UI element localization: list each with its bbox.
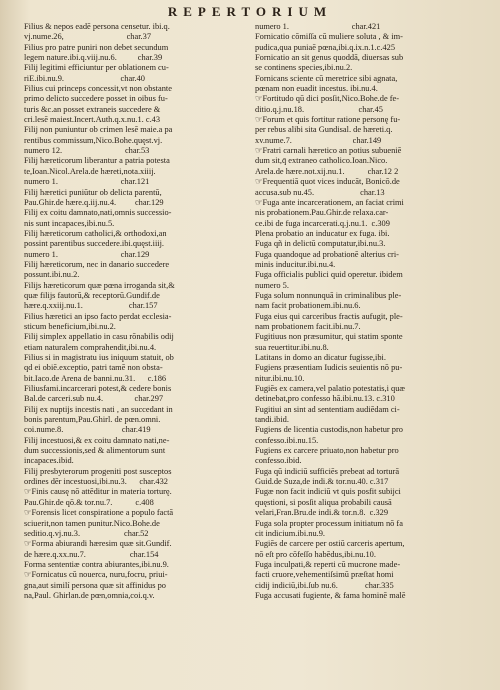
index-entry-line: possunt.ibi.nu.2.: [24, 270, 80, 280]
index-entry-line: detinebat,pro confesso hā.ibi.nu.13. c.310: [255, 394, 395, 404]
index-entry-line: nō eſt pro cōfeſſo habēdus,ibi.nu.10.: [255, 549, 376, 559]
index-column-right: [255, 22, 487, 684]
index-entry-line: dum sit,q̄ extraneo catholico.Ioan.Nico.: [255, 156, 388, 166]
index-entry-line: Filius hæretici an ipso facto perdat ecclesia-: [24, 311, 172, 321]
index-entry-line: ☞Fuga ante incarcerationem, an faciat crimi: [255, 197, 404, 207]
index-entry-line: nam probationem facit.ibi.nu.7.: [255, 321, 361, 331]
index-entry-line: Filius pro patre puniri non debet secundum: [24, 42, 169, 52]
index-entry-line: nis sunt incapaces,ibi.nu.5.: [24, 218, 115, 228]
running-header: REPERTORIUM: [167, 4, 333, 19]
index-entry-line: incapaces.ibid.: [24, 456, 74, 466]
index-entry-line: ☞Finis causę nō attēditur in materia torturę.: [24, 487, 172, 497]
index-entry-line: confesso.ibid.: [255, 456, 302, 466]
index-entry-line: nam facit probationem.ibi.nu.6.: [255, 301, 361, 311]
index-entry-line: ☞Fratri carnali hæretico an potius subueniē: [255, 146, 402, 156]
index-entry-line: Fugiēs ex camera,vel palatio potestatis,i quæ: [255, 384, 406, 394]
index-entry-line: numero 1. char.421: [255, 22, 381, 31]
index-entry-line: Filij ex nuptijs incestis nati , an succedant in: [24, 404, 173, 414]
index-entry-line: Fuga accusati fugiente, & fama hominē malē: [255, 590, 406, 600]
index-entry-line: qd ei obiē.exceptio, patri tamē non obsta-: [24, 363, 163, 373]
index-entry-line: dum successionis,sed & alimentorum sunt: [24, 446, 166, 456]
index-entry-line: accusa.sub nu.45. char.13: [255, 187, 385, 197]
index-entry-line: tandi.ibid.: [255, 415, 289, 425]
index-entry-line: ☞Fornicatus cū nouerca, nuru,focru, priui-: [24, 570, 168, 580]
index-entry-line: Filij hæretici puniūtur ob delicta parentū,: [24, 187, 162, 197]
index-entry-line: ☞Forum et quis fortitur ratione personę fu-: [255, 115, 401, 125]
index-entry-line: Filij hæreticorum liberantur a patria potesta: [24, 156, 170, 166]
index-entry-line: na,Paul. Ghirlan.de pœn,omnia,coi.q.v.: [24, 590, 155, 600]
index-entry-line: per rebus alibi sita Gundisal. de hæreti.q.: [255, 125, 393, 135]
index-entry-line: Fugiens de licentia custodis,non habetur pro: [255, 425, 403, 435]
index-entry-line: cit indicium.ibi.nu.9.: [255, 528, 326, 538]
index-entry-line: Filij hæreticorum, nec in danario succedere: [24, 259, 170, 269]
index-entry-line: riE.ibi.nu.9. char.40: [24, 73, 145, 83]
index-entry-line: quæ filijs fautorū,& receptorū.Gundif.de: [24, 290, 160, 300]
index-entry-line: Pau.Ghir.de qō.& tor.nu.7. c.408: [24, 497, 154, 507]
index-entry-line: Fornicatio cōmiſſa cū muliere soluta , & im-: [255, 32, 403, 42]
index-entry-line: nis probationem.Pau.Ghir.de relaxa.car-: [255, 208, 389, 218]
index-entry-line: vj.nume.26, char.37: [24, 32, 152, 42]
index-entry-line: Fuga officialis publici quid operetur. ibidem: [255, 270, 403, 280]
index-entry-line: Filij simplex appellatio in casu rōnabilis odij: [24, 332, 174, 342]
index-entry-line: Fuga qñ in delictū computatur,ibi.nu.3.: [255, 239, 386, 249]
index-entry-line: seditio.q.vj.nu.3. char.52: [24, 528, 149, 538]
index-entry-line: confesso.ibi.nu.15.: [255, 435, 319, 445]
index-entry-line: sua reuertitur.ibi.nu.8.: [255, 342, 329, 352]
index-entry-line: Fugæ non facit indiciū vt quis posfit subijci: [255, 487, 401, 497]
index-entry-line: sciuerit,non tamen punitur.Nico.Bohe.de: [24, 518, 160, 528]
index-entry-line: Guid.de Suza,de indi.& tor.nu.40. c.317: [255, 477, 389, 487]
index-entry-line: Filij incestuosi,& ex coitu damnato nati,ne-: [24, 435, 170, 445]
index-entry-line: te,Ioan.Nicol.Arela.de hæreti,nota.xiiij.: [24, 166, 156, 176]
index-entry-line: facti cruore,vehementiſsimū præſtat homi: [255, 570, 394, 580]
index-entry-line: ditio.q.j.nu.18. char.45: [255, 104, 383, 114]
index-entry-line: Filij ex coitu damnato,nati,omnis successio-: [24, 208, 172, 218]
index-entry-line: Filijs hæreticorum quæ pœna irroganda sit,&: [24, 280, 175, 290]
index-entry-line: Pau.Ghir.de hære.q.iij.nu.4. char.129: [24, 197, 164, 207]
index-entry-line: turis &c.an posset extraneis succedere &: [24, 104, 161, 114]
index-entry-line: Plena probatio an inducatur ex fuga. ibi.: [255, 228, 390, 238]
index-entry-line: Fuga inculpati,& reperti cū mucrone made-: [255, 559, 401, 569]
index-entry-line: Fuga solum nonnunquā in criminalibus ple-: [255, 290, 402, 300]
index-entry-line: numero 5.: [255, 280, 289, 290]
index-entry-line: nitur.ibi.nu.10.: [255, 373, 305, 383]
index-entry-line: ☞Frequentiā quot vices inducāt, Bonicō.de: [255, 177, 400, 187]
index-entry-line: Fuga qū indiciū sufficiēs prebeat ad torturā: [255, 466, 400, 476]
index-entry-line: minis inducitur.ibi.nu.4.: [255, 259, 336, 269]
index-entry-line: sticum beneficium,ibi.nu.2.: [24, 321, 116, 331]
index-entry-line: se continens species,ibi.nu.2.: [255, 63, 353, 73]
index-entry-line: numero 1. char.121: [24, 177, 150, 187]
index-entry-line: gna,aut similí persona quæ sit affinidus po: [24, 580, 166, 590]
index-entry-line: Filij presbyterorum progeniti post susceptos: [24, 466, 172, 476]
index-entry-line: ordines dēr incestuosi,ibi.nu.3. char.432: [24, 477, 168, 487]
index-entry-line: Fornicans sciente cū meretrice sibi agnata,: [255, 73, 398, 83]
index-entry-line: Fuga quandoque ad probationē alterius cri-: [255, 249, 399, 259]
index-entry-line: primo delicto succedere posset in oibus fu-: [24, 94, 168, 104]
index-entry-line: numero 12. char.53: [24, 146, 150, 156]
index-entry-line: de hære.q.xx.nu.7. char.154: [24, 549, 159, 559]
index-entry-line: Filiusfami.incarcerari potest,& cedere bonis: [24, 384, 172, 394]
index-entry-line: Fugitiui an sint ad sententiam audiēdam ci-: [255, 404, 400, 414]
index-entry-line: Fuga sola propter processum initiatum nō fa: [255, 518, 403, 528]
index-entry-line: Filius & nepos eadē persona censetur. ibi.q.: [24, 22, 170, 31]
index-entry-line: etiam naturalem comprahendit,ibi.nu.4.: [24, 342, 157, 352]
index-column-left: [24, 22, 256, 684]
index-entry-line: rentibus commissum,Nico.Bohe.quęst.vj.: [24, 135, 163, 145]
index-entry-line: legem nature.ibi.q.viij.nu.6. char.39: [24, 53, 163, 63]
index-entry-line: xv.nume.7. char.149: [255, 135, 382, 145]
index-entry-line: ☞Forensis licet conspiratione a populo factā: [24, 508, 174, 518]
index-entry-line: pœnam non euadit incestus. ibi.nu.4.: [255, 84, 378, 94]
index-entry-line: Filius cui princeps concessit,vt non obstante: [24, 84, 172, 94]
index-entry-line: Bal.de carceri.sub nu.4. char.297: [24, 394, 164, 404]
index-entry-line: Filij non puniuntur ob crimen lesē maie.a pa: [24, 125, 173, 135]
index-entry-line: Fornicatio an sit genus quoddā, diuersas sub: [255, 53, 404, 63]
index-entry-line: numero 1. char.129: [24, 249, 150, 259]
index-entry-line: pudica,qua puniaē pœna,ibi.q.ix.n.1.c.425: [255, 42, 396, 52]
index-entry-line: bit.Iaco.de Arena de banni.nu.31. c.186: [24, 373, 167, 383]
index-entry-line: hære.q.xxiij.nu.1. char.157: [24, 301, 158, 311]
index-entry-line: Fugitiuus non præsumitur, qui statim sponte: [255, 332, 403, 342]
index-entry-line: Latitans in domo an dicatur fugisse,ibi.: [255, 353, 386, 362]
index-entry-line: ☞Fortitudo qū dici posſit,Nico.Bohe.de fe-: [255, 94, 400, 104]
index-entry-line: Fuga eius qui carceribus fractis aufugit, ple-: [255, 311, 403, 321]
index-entry-line: cri.lesē maiest.Incert.Auth.q.x.nu.1. c.43: [24, 115, 161, 125]
index-entry-line: Fugiēs de carcere per ostiū carceris apertum,: [255, 539, 405, 549]
index-entry-line: Filij hæreticorum catholici,& orthodoxi,an: [24, 228, 167, 238]
index-entry-line: Forma sententiæ contra abiurantes,ibi.nu.9.: [24, 559, 169, 569]
index-entry-line: quęstioni, si posſit aliqua probabili causā: [255, 497, 392, 507]
index-entry-line: ☞Forma abiurandi hæresim quæ sit.Gundif.: [24, 539, 172, 549]
index-entry-line: Fugiens ex carcere priuato,non habetur pro: [255, 446, 399, 456]
index-entry-line: possint parentibus succedere.ibi.quęst.iiij.: [24, 239, 165, 249]
index-entry-line: cidij indiciū,ibi.ſub nu.6. char.335: [255, 580, 394, 590]
index-entry-line: Filius si in magistratu ius iniquum statuit, ob: [24, 353, 174, 362]
index-entry-line: Fugiens præsentiam Iudicis seuientis nō pu-: [255, 363, 403, 373]
index-entry-line: ce.ibi de fuga incarcerati.q.j.nu.1. c.309: [255, 218, 390, 228]
index-entry-line: coi.nume.8. char.419: [24, 425, 151, 435]
index-entry-line: bonis parentum,Pau.Ghirl. de pœn.omni.: [24, 415, 161, 425]
index-entry-line: Arela.de hære.not.xij.nu.1. char.12 2: [255, 166, 399, 176]
index-entry-line: Filij legitimi efficiuntur per oblationem cu-: [24, 63, 169, 73]
index-entry-line: velari,Fran.Bru.de indi.& tor.n.8. c.329: [255, 508, 389, 518]
